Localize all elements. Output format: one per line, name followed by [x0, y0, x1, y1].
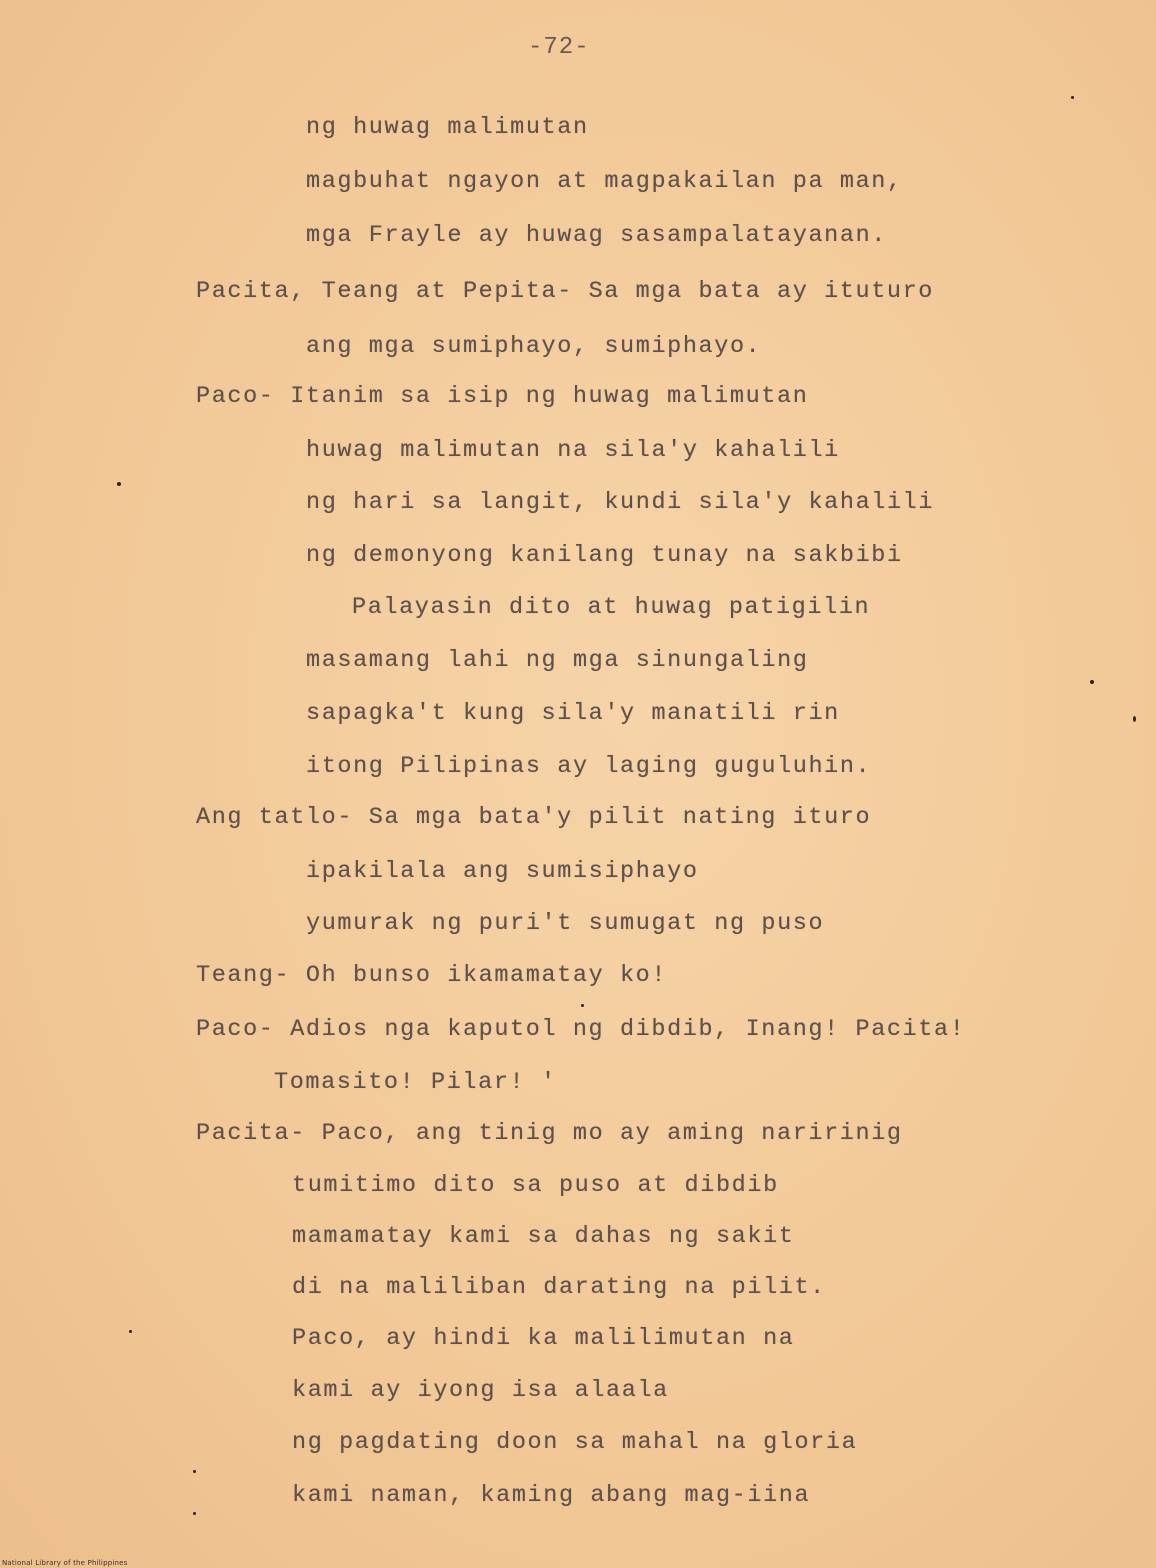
scan-speck [193, 1512, 196, 1515]
line-text: ng demonyong kanilang tunay na sakbibi [306, 542, 903, 569]
dialogue-line [196, 804, 871, 831]
text-line [352, 594, 870, 621]
text-line [274, 1069, 557, 1096]
dialogue-line [196, 1016, 965, 1043]
line-text: magbuhat ngayon at magpakailan pa man, [306, 168, 903, 195]
text-line [306, 753, 871, 780]
speaker-name: Teang- [196, 962, 291, 989]
line-text: sapagka't kung sila'y manatili rin [306, 700, 840, 727]
line-text: mamamatay kami sa dahas ng sakit [292, 1223, 795, 1250]
line-text: kami ay iyong isa alaala [292, 1377, 669, 1404]
scan-speck [117, 482, 121, 486]
line-text: ng hari sa langit, kundi sila'y kahalili [306, 489, 935, 516]
scan-speck [581, 1004, 584, 1007]
text-line [306, 489, 934, 516]
text-line [306, 700, 840, 727]
line-text: mga Frayle ay huwag sasampalatayanan. [306, 222, 887, 249]
line-text: ng huwag malimutan [306, 114, 589, 141]
text-line [306, 858, 699, 885]
scan-speck [1071, 96, 1074, 99]
line-text: yumurak ng puri't sumugat ng puso [306, 910, 825, 937]
text-line [306, 647, 808, 674]
text-line [306, 910, 824, 937]
speaker-name: Paco- [196, 1016, 275, 1043]
speaker-name: Paco- [196, 383, 275, 410]
text-line [306, 542, 903, 569]
dialogue-line [196, 962, 667, 989]
scan-speck [129, 1330, 132, 1333]
line-text: tumitimo dito sa puso at dibdib [292, 1172, 779, 1199]
line-text: ng pagdating doon sa mahal na gloria [292, 1429, 858, 1456]
dialogue-line [196, 278, 934, 305]
text-line [306, 114, 589, 141]
text-line [306, 437, 840, 464]
line-text: Itanim sa isip ng huwag malimutan [290, 383, 809, 410]
text-line [292, 1482, 810, 1509]
line-text: Palayasin dito at huwag patigilin [352, 594, 871, 621]
text-line [292, 1325, 794, 1352]
speaker-name: Pacita, Teang at Pepita- [196, 278, 573, 305]
line-text: Adios nga kaputol ng dibdib, Inang! Pacita! [290, 1016, 966, 1043]
text-line [292, 1223, 794, 1250]
text-line [306, 333, 761, 360]
line-text: Sa mga bata ay ituturo [588, 278, 935, 305]
text-line [306, 222, 887, 249]
line-text: ipakilala ang sumisiphayo [306, 858, 699, 885]
line-text: masamang lahi ng mga sinungaling [306, 647, 809, 674]
text-line [292, 1274, 826, 1301]
line-text: di na maliliban darating na pilit. [292, 1274, 826, 1301]
text-line [292, 1429, 857, 1456]
dialogue-line [196, 1120, 903, 1147]
scan-speck [1133, 716, 1136, 722]
speaker-name: Ang tatlo- [196, 804, 354, 831]
line-text: ang mga sumiphayo, sumiphayo. [306, 333, 762, 360]
line-text: Paco, ay hindi ka malilimutan na [292, 1325, 795, 1352]
speaker-name: Pacita- [196, 1120, 306, 1147]
line-text: Paco, ang tinig mo ay aming naririnig [321, 1120, 903, 1147]
line-text: itong Pilipinas ay laging guguluhin. [306, 753, 872, 780]
text-line [306, 168, 903, 195]
line-text: Oh bunso ikamamatay ko! [305, 962, 668, 989]
text-line [292, 1377, 669, 1404]
scan-speck [193, 1470, 196, 1473]
line-text: Tomasito! Pilar! ' [274, 1069, 557, 1096]
line-text: kami naman, kaming abang mag-iina [292, 1482, 811, 1509]
scan-speck [1090, 680, 1094, 684]
footer-credit: National Library of the Philippines [2, 1559, 128, 1567]
text-line [292, 1172, 779, 1199]
line-text: Sa mga bata'y pilit nating ituro [368, 804, 872, 831]
page-number: -72- [528, 34, 590, 61]
line-text: huwag malimutan na sila'y kahalili [306, 437, 840, 464]
dialogue-line [196, 383, 808, 410]
